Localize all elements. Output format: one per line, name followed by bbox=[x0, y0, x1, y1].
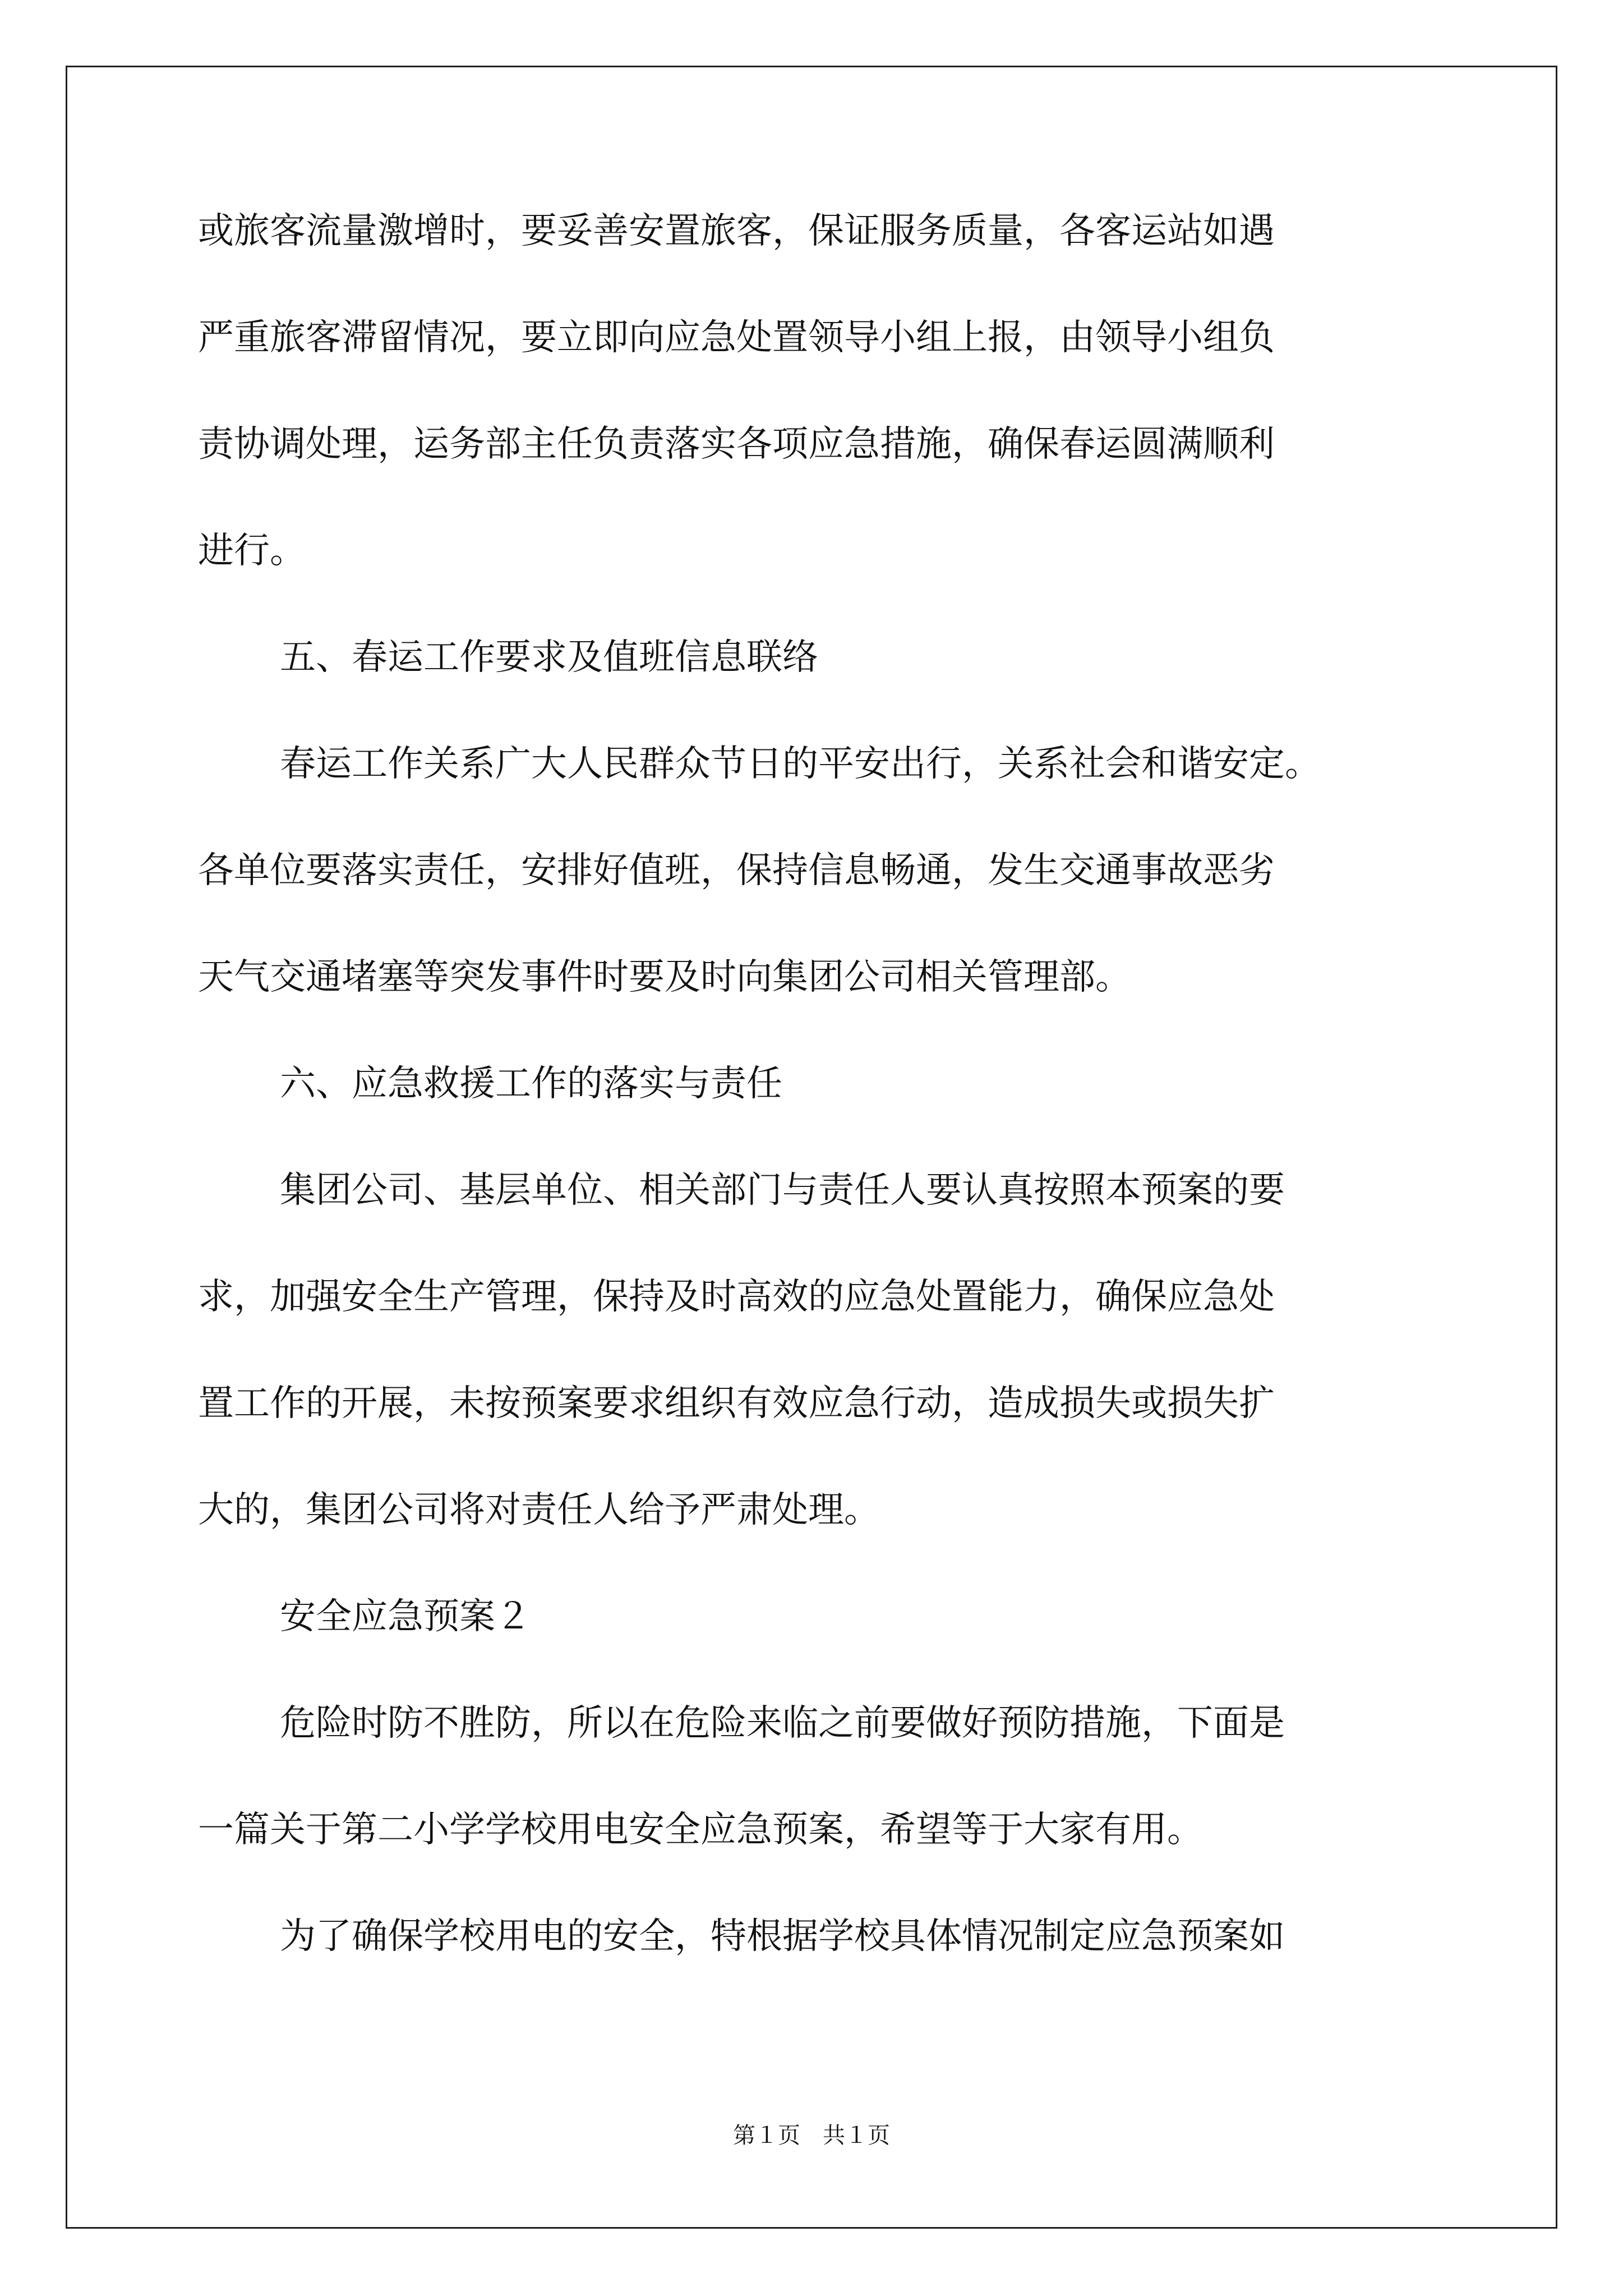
text-line: 大的，集团公司将对责任人给予严肃处理。 bbox=[198, 1489, 880, 1531]
page-border bbox=[66, 66, 1557, 2229]
section-heading: 六、应急救援工作的落实与责任 bbox=[280, 1063, 782, 1105]
text-line: 春运工作关系广大人民群众节日的平安出行，关系社会和谐安定。 bbox=[280, 743, 1321, 785]
text-line: 危险时防不胜防，所以在危险来临之前要做好预防措施，下面是 bbox=[280, 1703, 1285, 1744]
text-line: 置工作的开展，未按预案要求组织有效应急行动，造成损失或损失扩 bbox=[198, 1383, 1275, 1424]
text-line: 一篇关于第二小学学校用电安全应急预案，希望等于大家有用。 bbox=[198, 1809, 1203, 1851]
text-line: 进行。 bbox=[198, 530, 306, 572]
text-line: 责协调处理，运务部主任负责落实各项应急措施，确保春运圆满顺利 bbox=[198, 424, 1275, 465]
text-line: 或旅客流量激增时，要妥善安置旅客，保证服务质量，各客运站如遇 bbox=[198, 210, 1275, 252]
section-heading: 五、春运工作要求及值班信息联络 bbox=[280, 637, 818, 678]
section-heading: 安全应急预案２ bbox=[280, 1596, 531, 1637]
page-footer: 第１页 共１页 bbox=[733, 2123, 890, 2148]
text-line: 集团公司、基层单位、相关部门与责任人要认真按照本预案的要 bbox=[280, 1170, 1285, 1211]
text-line: 求，加强安全生产管理，保持及时高效的应急处置能力，确保应急处 bbox=[198, 1276, 1275, 1318]
text-line: 严重旅客滞留情况，要立即向应急处置领导小组上报，由领导小组负 bbox=[198, 317, 1275, 358]
text-line: 天气交通堵塞等突发事件时要及时向集团公司相关管理部。 bbox=[198, 956, 1131, 998]
text-line: 为了确保学校用电的安全，特根据学校具体情况制定应急预案如 bbox=[280, 1916, 1285, 1957]
text-line: 各单位要落实责任，安排好值班，保持信息畅通，发生交通事故恶劣 bbox=[198, 850, 1275, 891]
